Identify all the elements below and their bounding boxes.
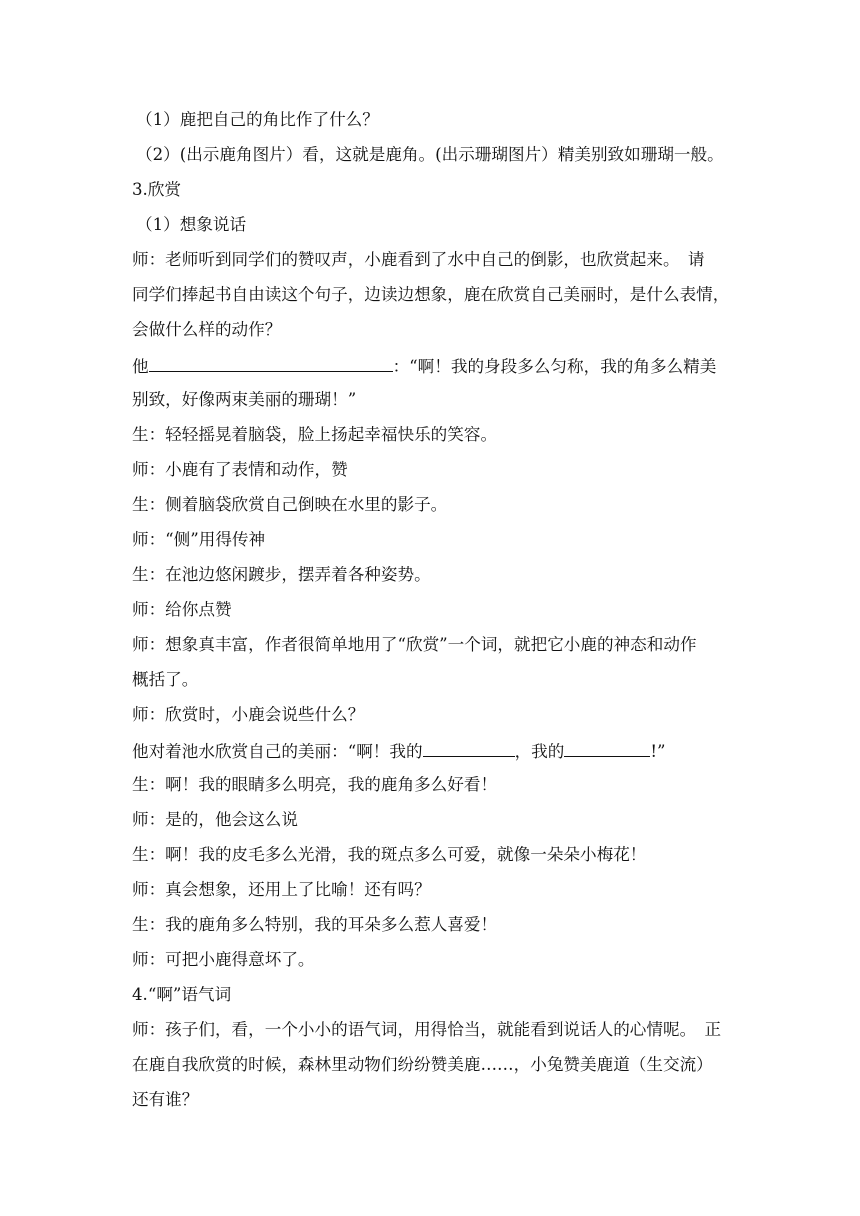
teacher-line: 师：欣赏时，小鹿会说些什么？	[132, 705, 365, 724]
teacher-line: 师：老师听到同学们的赞叹声，小鹿看到了水中自己的倒影，也欣赏起来。 请	[132, 250, 705, 269]
student-line: 生：轻轻摇晃着脑袋，脸上扬起幸福快乐的笑容。	[132, 425, 498, 444]
section-heading-3: 3.欣赏	[132, 180, 182, 199]
teacher-line-cont: 在鹿自我欣赏的时候，森林里动物们纷纷赞美鹿……，小兔赞美鹿道（生交流）	[132, 1055, 713, 1074]
fill-in-sentence	[132, 355, 716, 377]
teacher-line: 师：孩子们，看，一个小小的语气词，用得恰当，就能看到说话人的心情呢。 正	[132, 1020, 722, 1039]
question-2: （2）(出示鹿角图片）看，这就是鹿角。(出示珊瑚图片）精美别致如珊瑚一般。	[136, 145, 724, 164]
teacher-line-cont: 同学们捧起书自由读这个句子，边读边想象，鹿在欣赏自己美丽时，是什么表情，	[132, 285, 730, 304]
sentence-start: 他对着池水欣赏自己的美丽：“啊！我的	[132, 742, 423, 761]
teacher-line: 师：想象真丰富，作者很简单地用了“欣赏”一个词，就把它小鹿的神态和动作	[132, 635, 697, 654]
fill-blank	[564, 740, 650, 757]
fill-in-sentence	[132, 740, 666, 762]
student-line: 生：侧着脑袋欣赏自己倒映在水里的影子。	[132, 495, 448, 514]
fill-blank	[423, 740, 515, 757]
sentence-middle: ，我的	[514, 742, 565, 761]
teacher-line-cont: 还有谁？	[132, 1090, 199, 1109]
teacher-line: 师：小鹿有了表情和动作，赞	[132, 460, 348, 479]
teacher-line: 师：是的，他会这么说	[132, 810, 298, 829]
teacher-line: 师：可把小鹿得意坏了。	[132, 950, 315, 969]
teacher-line-cont: 会做什么样的动作？	[132, 320, 282, 339]
fill-blank	[149, 355, 393, 372]
sentence-end: !”	[650, 742, 666, 761]
student-line: 生：啊！我的眼睛多么明亮，我的鹿角多么好看！	[132, 775, 498, 794]
teacher-line-cont: 概括了。	[132, 670, 199, 689]
sentence-start: 他	[132, 357, 149, 376]
student-line: 生：啊！我的皮毛多么光滑，我的斑点多么可爱，就像一朵朵小梅花！	[132, 845, 647, 864]
fill-in-sentence-cont: 别致，好像两束美丽的珊瑚！”	[132, 390, 357, 409]
teacher-line: 师：“侧”用得传神	[132, 530, 266, 549]
question-1: （1）鹿把自己的角比作了什么？	[136, 110, 379, 129]
subheading-imagine-speak: （1）想象说话	[136, 215, 247, 234]
student-line: 生：我的鹿角多么特别，我的耳朵多么惹人喜爱！	[132, 915, 498, 934]
student-line: 生：在池边悠闲踱步，摆弄着各种姿势。	[132, 565, 431, 584]
sentence-rest: ：“啊！我的身段多么匀称，我的角多么精美	[392, 357, 717, 376]
teacher-line: 师：真会想象，还用上了比喻！还有吗？	[132, 880, 431, 899]
section-heading-4: 4.“啊”语气词	[132, 985, 232, 1004]
teacher-line: 师：给你点赞	[132, 600, 232, 619]
